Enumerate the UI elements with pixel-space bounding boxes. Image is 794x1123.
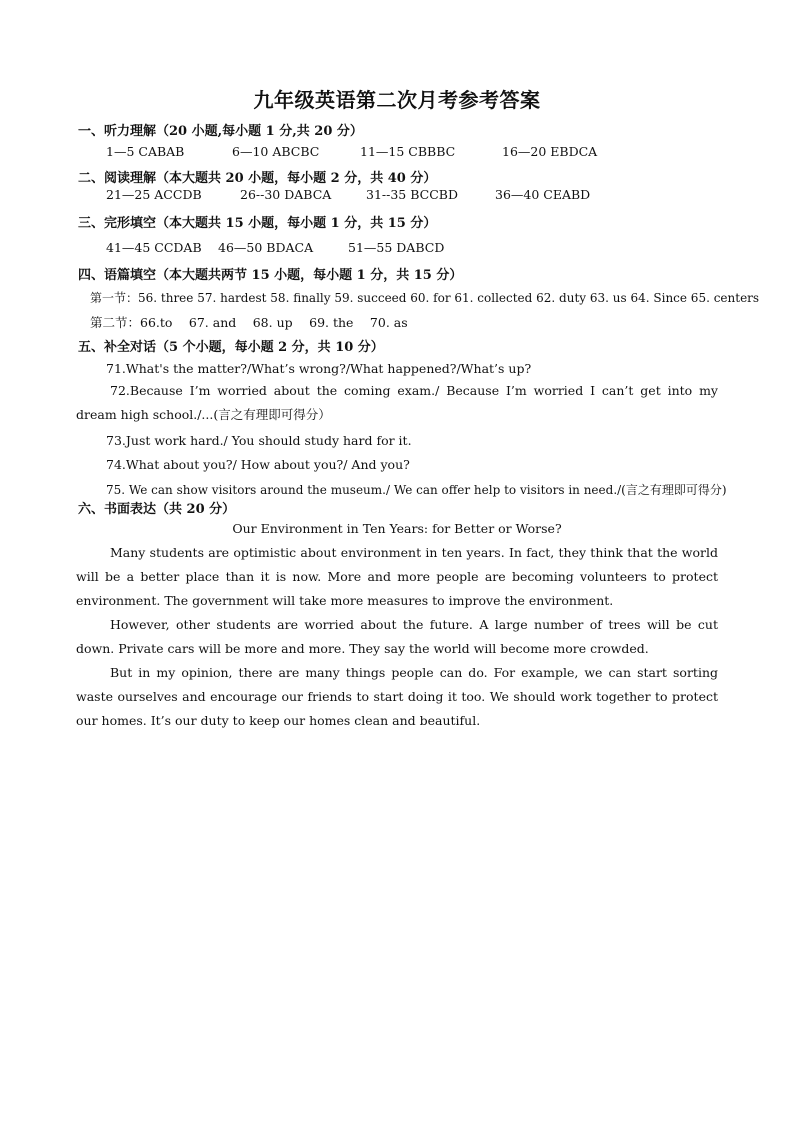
- essay-paragraph-1: Many students are optimistic about environment in ten years. In fact, they think that the world will be a better place than it is now. More and more people are becoming volunteers to protect environment. The government will take more measures to improve the environment.: [76, 545, 718, 608]
- section-5-heading: 五、补全对话（5 个小题，每小题 2 分，共 10 分）: [78, 340, 384, 355]
- essay-paragraph-3: But in my opinion, there are many things people can do. For example, we can start sorting waste ourselves and encourage our friends to start doing it too. We should work together to protect our homes. It’s our duty to keep our homes clean and beautiful.: [76, 665, 718, 728]
- answer-group: 41—45 CCDAB: [106, 240, 202, 255]
- answer-71: 71.What's the matter?/What’s wrong?/What happened?/What’s up?: [106, 361, 532, 376]
- section-1-heading: 一、听力理解（20 小题,每小题 1 分,共 20 分）: [78, 124, 363, 139]
- answer-group: 1—5 CABAB: [106, 144, 185, 159]
- answer-group: 26--30 DABCA: [240, 187, 332, 202]
- answer-group: 16—20 EBDCA: [502, 144, 598, 159]
- answer-75: 75. We can show visitors around the museum./ We can offer help to visitors in need./(言之有理即可得分): [106, 483, 727, 497]
- essay-title: Our Environment in Ten Years: for Better or Worse?: [232, 521, 562, 536]
- section-2-heading: 二、阅读理解（本大题共 20 小题，每小题 2 分，共 40 分）: [78, 171, 437, 186]
- answer-group: 46—50 BDACA: [218, 240, 314, 255]
- section-6-heading: 六、书面表达（共 20 分）: [78, 502, 236, 517]
- answer-group: 6—10 ABCBC: [232, 144, 320, 159]
- answer-72: 72.Because I’m worried about the coming exam./ Because I’m worried I can’t get into my dream high school./...(言之有理即可得分）: [76, 383, 718, 422]
- answer-74: 74.What about you?/ How about you?/ And you?: [106, 457, 410, 472]
- essay-paragraph-2: However, other students are worried about the future. A large number of trees will be cut down. Private cars will be more and more. They say the world will become more crowded.: [76, 617, 718, 656]
- section-4-heading: 四、语篇填空（本大题共两节 15 小题，每小题 1 分，共 15 分）: [78, 268, 463, 283]
- answer-group: 36—40 CEABD: [495, 187, 591, 202]
- page-title: 九年级英语第二次月考参考答案: [253, 88, 541, 112]
- answer-group: 51—55 DABCD: [348, 240, 445, 255]
- answer-group: 21—25 ACCDB: [106, 187, 202, 202]
- answer-group: 31--35 BCCBD: [366, 187, 458, 202]
- section-4-part-2: 第二节：66.to 67. and 68. up 69. the 70. as: [90, 315, 408, 330]
- answer-group: 11—15 CBBBC: [360, 144, 456, 159]
- section-4-part-1: 第一节：56. three 57. hardest 58. finally 59. succeed 60. for 61. collected 62. duty 63. us 64. Since 65. centers: [90, 291, 760, 305]
- answer-73: 73.Just work hard./ You should study hard for it.: [106, 433, 412, 448]
- section-3-heading: 三、完形填空（本大题共 15 小题，每小题 1 分，共 15 分）: [78, 216, 437, 231]
